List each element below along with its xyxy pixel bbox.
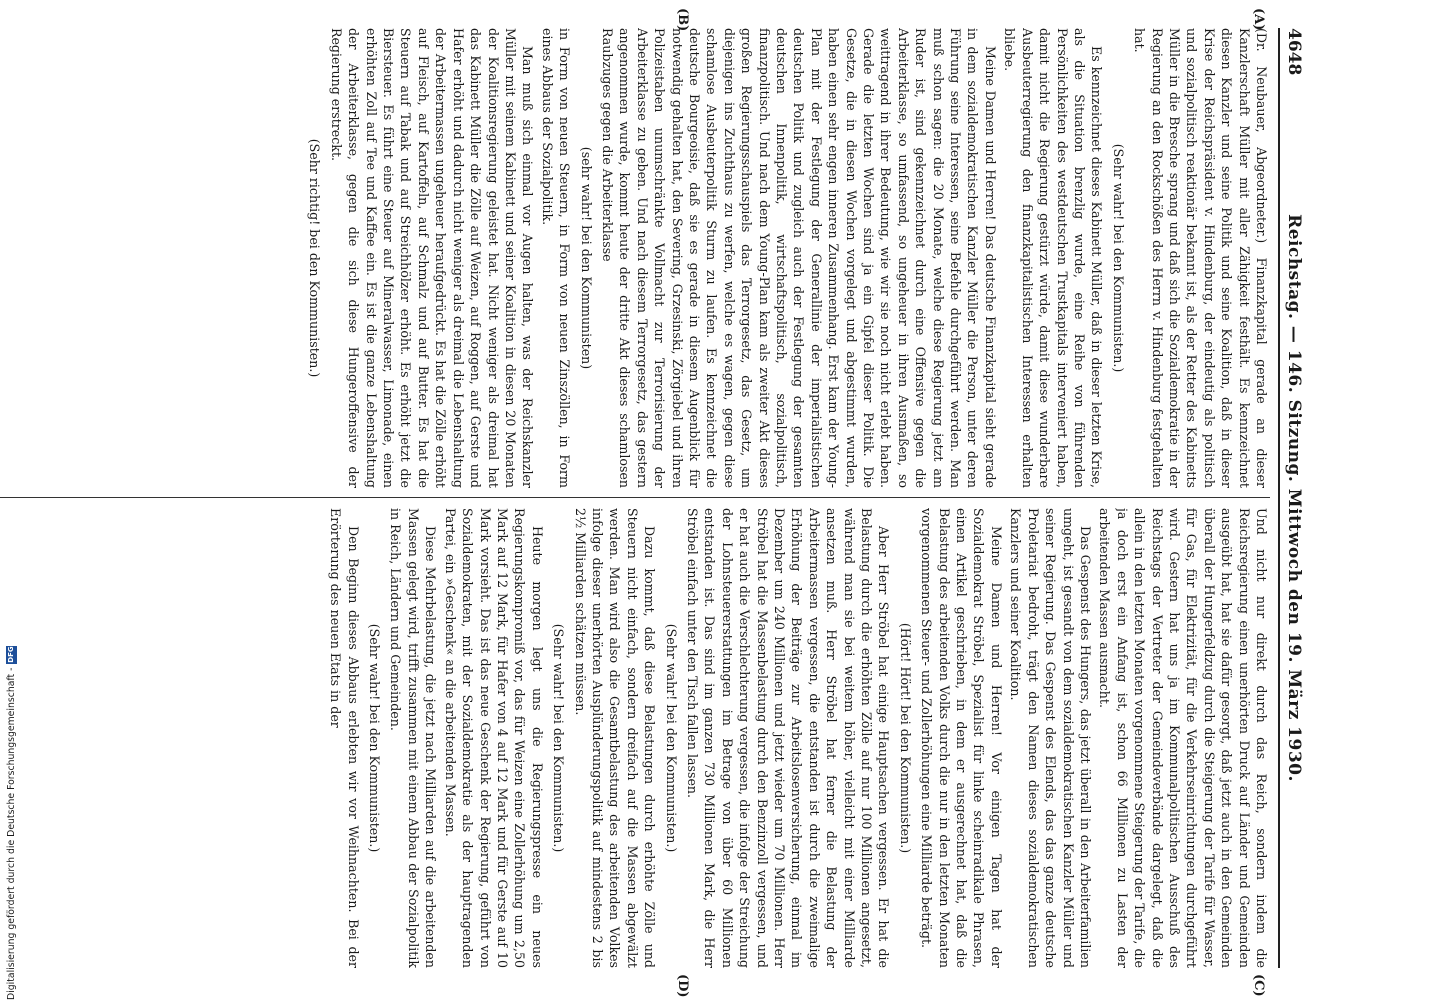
interjection: (Sehr wahr! bei den Kommunisten.) (1110, 143, 1126, 373)
margin-marker-c: (C) (1251, 974, 1266, 997)
column-divider (0, 497, 1270, 498)
paragraph: Diese Mehrbelastung, die jetzt nach Milliarden auf die arbeitenden Massen gelegt wird, trifft zusammen mit einem Abbau der Sozialpolitik in Reich, Ländern und Gemeinden. (388, 508, 439, 968)
paragraph: Meine Damen und Herren! Vor einigen Tagen hat der Sozialdemokrat Ströbel, Spezialist für linke scheinradikale Phrasen, einen Artikel geschrieben, in dem er ausgerechnet hat, daß die Belastung des arbeitenden Volks durch die nur in den letzten Monaten vorgenommenen Steuer- und Zollerhöhungen eine Milliarde beträgt. (919, 508, 1004, 968)
right-column (0, 508, 1270, 968)
footer-text: Digitalisierung gefördert durch die Deutsche Forschungsgemeinschaft - (5, 667, 17, 1000)
margin-marker-d: (D) (675, 974, 690, 998)
interjection: (Sehr wahr! bei den Kommunisten.) (663, 623, 679, 853)
page-number: 4648 (1284, 28, 1304, 76)
paragraph: Aber Herr Ströbel hat einige Hauptsachen vergessen. Er hat die Belastung durch die erhöhten Zölle auf nur 100 Millionen angesetzt, während man sie bei weitem höher, vielleicht mit einer Milliarde ansetzen muß. Herr Ströbel hat ferner die Belastung der Arbeitermassen vergessen, die entstanden ist durch die zweimalige Erhöhung der Beiträge zur Arbeitslosenversicherung, einmal im Dezember um 240 Millionen und jetzt wieder um 70 Millionen. Herr Ströbel hat die Massenbelastung durch den Benzinzoll vergessen, und er hat auch die Verschlechterung vergessen, die infolge der Streichung der Lohnsteuererstattungen im Betrage von über 60 Millionen entstanden ist. Das sind im ganzen 730 Millionen Mark, die Herr Ströbel einfach unter den Tisch fallen lassen. (685, 508, 892, 968)
paragraph: Dazu kommt, daß diese Belastungen durch erhöhte Zölle und Steuern nicht einfach, sondern dreifach auf die Massen abgewälzt werden. Man wird also die Gesamtbelastung des arbeitenden Volkes infolge dieser unerhörten Ausplünderungspolitik auf mindestens 2 bis 2½ Milliarden schätzen müssen. (572, 508, 658, 968)
paragraph: Den Beginn dieses Abbaus erlebten wir vor Weihnachten. Bei der Erörterung des neuen Etats in der (328, 508, 361, 968)
margin-marker-a: (A) (1251, 8, 1266, 31)
paragraph: Es kennzeichnet dieses Kabinett Müller, daß in dieser letzten Krise, als die Situation brenzlig wurde, eine Reihe von führenden Persönlichkeiten des westdeutschen Trustkapitals interveniert haben, damit nicht die Regierung gestürzt würde, damit diese wunderbare Ausbeuterregierung den finanzkapitalistischen Interessen erhalten bliebe. (1002, 28, 1105, 488)
paragraph: Und nicht nur direkt durch das Reich, sondern indem die Reichsregierung einen unerhörten Druck auf Länder und Gemeinden ausgeübt hat, hat sie dafür gesorgt, daß jetzt auch in den Gemeinden überall der Hungerfeldzug durch die Steigerung der Tarife für Wasser, für Gas, für Elektrizität, für die Verkehrseinrichtungen durchgeführt wird. Gestern hat uns ja im Kommunalpolitischen Ausschuß des Reichstags der Vertreter der Gemeindeverbände dargelegt, daß die allein in den letzten Monaten vorgenommene Steigerung der Tarife, die ja doch erst ein Anfang ist, schon 66 Millionen zu Lasten der arbeitenden Massen ausmacht. (1097, 508, 1269, 968)
paragraph: Man muß sich einmal vor Augen halten, was der Reichskanzler Müller mit seinem Kabinett und seiner Koalition in diesen 20 Monaten der Koalitionsregierung geleistet hat. Nicht weniger als dreimal hat das Kabinett Müller die Zölle auf Weizen, auf Roggen, auf Gerste und Hafer erhöht und dadurch nicht weniger als dreimal die Lebenshaltung der Arbeitermassen ungeheuer heraufgedrückt. Es hat die Zölle erhöht auf Fleisch, auf Kartoffeln, auf Schmalz und auf Butter. Es hat die Steuern auf Tabak und auf Streichhölzer erhöht. Es erhöht jetzt die Biersteuer. Es führt eine Steuer auf Mineralwasser, Limonade, einen erhöhten Zoll auf Tee und Kaffee ein. Es ist die ganze Lebenshaltung der Arbeiterklasse, gegen die sich diese Hungeroffensive der Regierung erstreckt. (328, 28, 536, 488)
paragraph: Meine Damen und Herren! Das deutsche Finanzkapital sieht gerade in dem sozialdemokratischen Kanzler Müller die Person, unter deren Führung seine Interessen, seine Befehle durchgeführt werden. Man muß schon sagen: die 20 Monate, welche diese Regierung jetzt am Ruder ist, sind gekennzeichnet durch eine Offensive gegen die Arbeiterklasse, so umfassend, so ungeheuer in ihren Ausmaßen, so weittragend in ihrer Bedeutung, wie wir sie noch nicht erlebt haben. Gerade die letzten Wochen sind ja ein Gipfel dieser Politik. Die Gesetze, die in diesen Wochen vorgelegt und abgestimmt wurden, haben einen sehr engen inneren Zusammenhang. Erst kam der Young-Plan mit der Festlegung der Generallinie der imperialistischen deutschen Politik und zugleich auch der Festlegung der gesamten deutschen Innenpolitik, wirtschaftspolitisch, sozialpolitisch, finanzpolitisch. Und nach dem Young-Plan kam als zweiter Akt dieses großen Regierungsschauspiels das Terrorgesetz, das Gesetz, um diejenigen ins Zuchthaus zu werfen, welche es wagen, gegen diese schamlose Ausbeuterpolitik Sturm zu laufen. Es kennzeichnet die deutsche Bourgeoisie, daß sie es gerade in diesem Augenblick für notwendig gehalten hat, den Severing, Grzesinski, Zörgiebel und ihren Polizeistaben unumschränkte Vollmacht zur Terrorisierung der Arbeiterklasse zu geben. Und nach diesem Terrorgesetz, das gestern angenommen wurde, kommt heute der dritte Akt dieses schamlosen Raubzuges gegen die Arbeiterklasse (599, 28, 998, 488)
interjection: (Sehr wahr! bei den Kommunisten.) (367, 623, 383, 853)
paragraph: (Dr. Neubauer, Abgeordneter.) Finanzkapital gerade an dieser Kanzlerschaft Müller mit aller Zähigkeit festhält. Es kennzeichnet diesen Kanzler und seine Politik und seine Koalition, daß in dieser Krise der Reichspräsident v. Hindenburg, der eindeutig als politisch und sozialpolitisch reaktionär bekannt ist, als der Retter des Kabinetts Müller in die Bresche sprang und daß sich die Sozialdemokratie in der Regierung an den Rockschößen des Herrn v. Hindenburg festgehalten hat. (1132, 28, 1269, 488)
interjection: (sehr wahr! bei den Kommunisten) (578, 146, 594, 370)
interjection: (Sehr wahr! bei den Kommunisten.) (551, 623, 567, 853)
paragraph: Das Gespenst des Hungers, das jetzt überall in den Arbeiterfamilien umgeht, ist gesandt von dem sozialdemokratischen Kanzler Müller und seiner Regierung. Das Gespenst des Elends, das das ganze deutsche Proletariat bedroht, trägt den Namen dieses sozialdemokratischen Kanzlers und seiner Koalition. (1008, 508, 1093, 968)
rotated-page (0, 8, 1318, 998)
paragraph: Heute morgen legt uns die Regierungspresse ein neues Regierungskompromiß vor, das für Weizen eine Zollerhöhung um 2,50 Mark auf 12 Mark, für Hafer von 4 auf 12 Mark und für Gerste auf 10 Mark vorsieht. Das ist das neue Geschenk der Regierung, geführt von Sozialdemokraten, mit der Sozialdemokratie als der hauptragenden Partei, ein »Geschenk« an die arbeitenden Massen. (442, 508, 545, 968)
interjection: (Sehr richtig! bei den Kommunisten.) (307, 138, 323, 378)
dfg-logo: DFG (6, 646, 15, 663)
interjection: (Hört! Hört! bei den Kommunisten.) (897, 622, 913, 854)
page-title: Reichstag. — 146. Sitzung. Mittwoch den 19. März 1930. (1284, 214, 1304, 782)
margin-marker-b: (B) (675, 8, 690, 32)
left-column (0, 28, 1270, 488)
page-header (1278, 28, 1308, 968)
footer (4, 605, 20, 1000)
paragraph: in Form von neuen Steuern, in Form von neuen Zinszöllen, in Form eines Abbaus der Sozialpolitik. (539, 28, 573, 488)
